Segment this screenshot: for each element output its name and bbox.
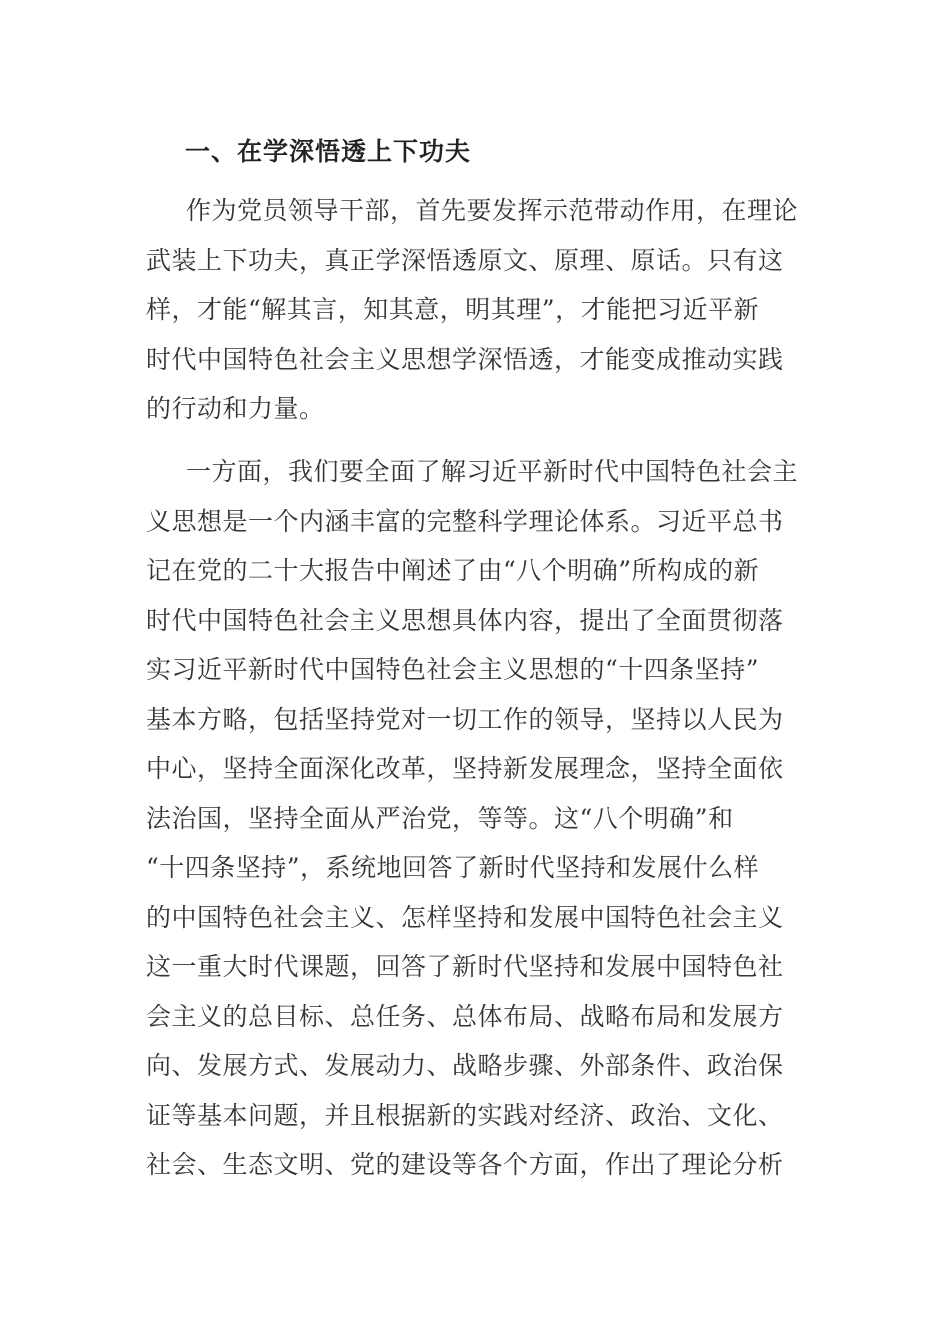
paragraph-line: 会主义的总目标、总任务、总体布局、战略布局和发展方 bbox=[146, 1001, 784, 1031]
paragraph-line: 作为党员领导干部，首先要发挥示范带动作用，在理论 bbox=[186, 196, 799, 225]
paragraph-2 bbox=[146, 447, 806, 1190]
paragraph-line: 的行动和力量。 bbox=[146, 394, 325, 423]
paragraph-line: 中心，坚持全面深化改革，坚持新发展理念，坚持全面依 bbox=[146, 754, 784, 783]
paragraph-line: 社会、生态文明、党的建设等各个方面，作出了理论分析 bbox=[146, 1150, 784, 1179]
paragraph-line: 武装上下功夫，真正学深悟透原文、原理、原话。只有这 bbox=[146, 245, 784, 275]
paragraph-line: 证等基本问题，并且根据新的实践对经济、政治、文化、 bbox=[146, 1100, 784, 1130]
paragraph-line: 向、发展方式、发展动力、战略步骤、外部条件、政治保 bbox=[146, 1051, 784, 1080]
paragraph-line: 实习近平新时代中国特色社会主义思想的“十四条坚持” bbox=[146, 655, 760, 684]
paragraph-line: 基本方略，包括坚持党对一切工作的领导，坚持以人民为 bbox=[146, 704, 784, 734]
paragraph-line: 一方面，我们要全面了解习近平新时代中国特色社会主 bbox=[186, 457, 799, 486]
paragraph-line: “十四条坚持”，系统地回答了新时代坚持和发展什么样 bbox=[146, 853, 760, 882]
paragraph-line: 的中国特色社会主义、怎样坚持和发展中国特色社会主义 bbox=[146, 902, 784, 932]
paragraph-1 bbox=[146, 186, 806, 434]
paragraph-line: 时代中国特色社会主义思想具体内容，提出了全面贯彻落 bbox=[146, 605, 784, 635]
paragraph-line: 法治国，坚持全面从严治党，等等。这“八个明确”和 bbox=[146, 803, 734, 833]
paragraph-line: 样，才能“解其言，知其意，明其理”，才能把习近平新 bbox=[146, 295, 760, 324]
paragraph-line: 这一重大时代课题，回答了新时代坚持和发展中国特色社 bbox=[146, 952, 784, 981]
paragraph-line: 义思想是一个内涵丰富的完整科学理论体系。习近平总书 bbox=[146, 506, 784, 536]
paragraph-line: 记在党的二十大报告中阐述了由“八个明确”所构成的新 bbox=[146, 556, 760, 585]
paragraph-line: 时代中国特色社会主义思想学深悟透，才能变成推动实践 bbox=[146, 344, 784, 374]
section-heading: 一、在学深悟透上下功夫 bbox=[185, 137, 472, 166]
